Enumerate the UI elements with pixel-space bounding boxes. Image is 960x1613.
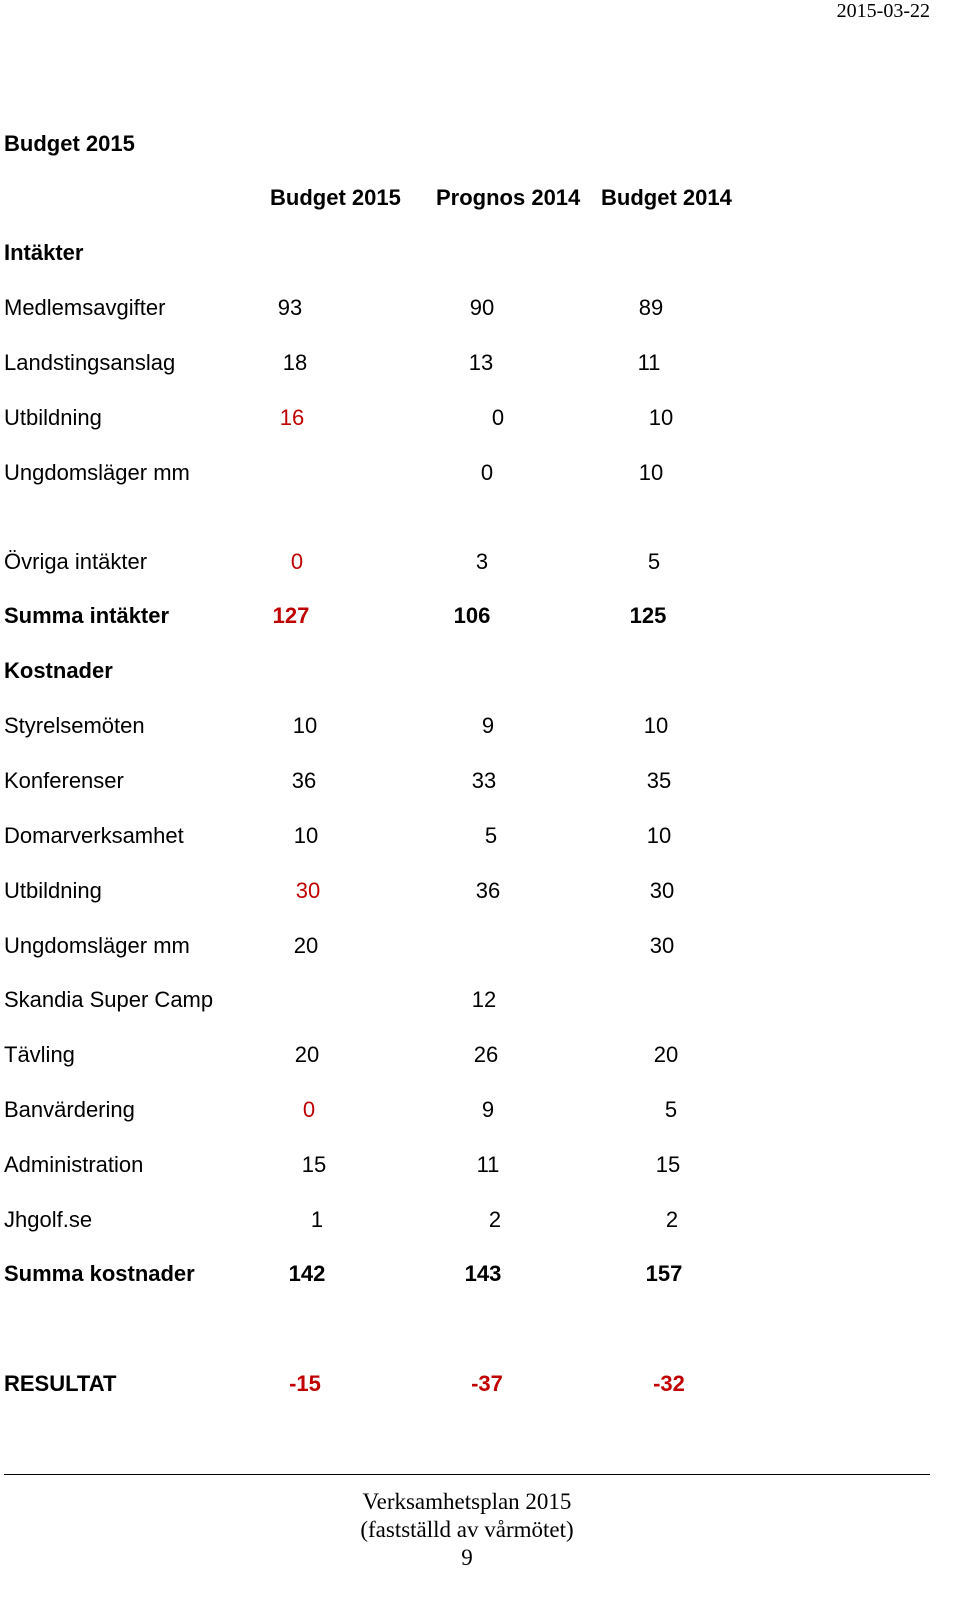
row-label: Övriga intäkter <box>4 549 148 574</box>
value-budget-2014: 30 <box>649 878 675 903</box>
table-row <box>4 768 934 798</box>
row-label: Ungdomsläger mm <box>4 460 190 485</box>
income-total-row <box>4 603 934 633</box>
value-budget-2014: 15 <box>655 1152 681 1177</box>
row-label: Domarverksamhet <box>4 823 184 848</box>
value-budget-2014: 30 <box>649 933 675 958</box>
value-budget-2015: 127 <box>272 603 310 628</box>
value-prognos-2014: 13 <box>468 350 494 375</box>
value-budget-2014: 125 <box>629 603 667 628</box>
value-prognos-2014: 12 <box>471 987 497 1012</box>
value-prognos-2014: 11 <box>476 1152 500 1177</box>
value-budget-2014: -32 <box>653 1371 685 1396</box>
table-row <box>4 1097 934 1127</box>
cost-total-row <box>4 1261 934 1291</box>
value-budget-2015: 0 <box>302 1097 316 1122</box>
row-label: Skandia Super Camp <box>4 987 214 1012</box>
row-label: Jhgolf.se <box>4 1207 93 1232</box>
page-number: 9 <box>461 1545 473 1570</box>
budget-title: Budget 2015 <box>4 131 135 156</box>
table-row <box>4 1152 934 1182</box>
income-section-heading <box>4 240 934 270</box>
document-date: 2015-03-22 <box>836 0 930 22</box>
row-label: Ungdomsläger mm <box>4 933 190 958</box>
row-label: Medlemsavgifter <box>4 295 166 320</box>
table-row <box>4 987 934 1017</box>
column-header-budget-2015: Budget 2015 <box>270 185 401 210</box>
row-label: Administration <box>4 1152 144 1177</box>
row-label: Utbildning <box>4 405 102 430</box>
footer-subtitle: (fastställd av vårmötet) <box>360 1517 574 1542</box>
table-row <box>4 933 934 963</box>
value-prognos-2014: 3 <box>475 549 489 574</box>
column-header-budget-2014: Budget 2014 <box>601 185 732 210</box>
value-budget-2014: 5 <box>664 1097 678 1122</box>
value-budget-2015: 1 <box>310 1207 324 1232</box>
value-budget-2015: 10 <box>293 823 319 848</box>
costs-heading-label: Kostnader <box>4 658 113 683</box>
footer-divider <box>4 1474 930 1475</box>
value-prognos-2014: 33 <box>471 768 497 793</box>
value-budget-2014: 2 <box>665 1207 679 1232</box>
table-row <box>4 295 934 325</box>
value-budget-2015: 20 <box>294 1042 320 1067</box>
costs-section-heading <box>4 658 934 688</box>
table-row <box>4 350 934 380</box>
row-label: Utbildning <box>4 878 102 903</box>
value-budget-2015: -15 <box>289 1371 321 1396</box>
value-budget-2014: 5 <box>647 549 661 574</box>
value-budget-2014: 89 <box>638 295 664 320</box>
value-prognos-2014: 2 <box>488 1207 502 1232</box>
value-budget-2014: 10 <box>638 460 664 485</box>
value-budget-2014: 10 <box>648 405 674 430</box>
value-budget-2015: 0 <box>290 549 304 574</box>
row-label: Styrelsemöten <box>4 713 145 738</box>
value-budget-2014: 11 <box>637 350 661 375</box>
value-budget-2014: 10 <box>643 713 669 738</box>
value-prognos-2014: 90 <box>469 295 495 320</box>
value-budget-2015: 20 <box>293 933 319 958</box>
table-row <box>4 713 934 743</box>
value-budget-2015: 142 <box>288 1261 326 1286</box>
value-prognos-2014: -37 <box>471 1371 503 1396</box>
footer-title: Verksamhetsplan 2015 <box>362 1489 572 1514</box>
income-heading-label: Intäkter <box>4 240 84 265</box>
value-prognos-2014: 9 <box>481 713 495 738</box>
row-label: Konferenser <box>4 768 124 793</box>
row-label: Summa intäkter <box>4 603 170 628</box>
value-prognos-2014: 0 <box>480 460 494 485</box>
value-budget-2014: 10 <box>646 823 672 848</box>
table-row <box>4 1042 934 1072</box>
column-header-prognos-2014: Prognos 2014 <box>436 185 581 210</box>
value-budget-2015: 10 <box>292 713 318 738</box>
value-budget-2015: 16 <box>279 405 305 430</box>
value-prognos-2014: 26 <box>473 1042 499 1067</box>
result-row <box>4 1371 934 1401</box>
row-label: Tävling <box>4 1042 75 1067</box>
value-prognos-2014: 106 <box>453 603 491 628</box>
row-label: Summa kostnader <box>4 1261 195 1286</box>
table-row <box>4 460 934 490</box>
table-row <box>4 878 934 908</box>
table-row <box>4 823 934 853</box>
value-prognos-2014: 9 <box>481 1097 495 1122</box>
value-budget-2015: 93 <box>277 295 303 320</box>
row-label: RESULTAT <box>4 1371 117 1396</box>
value-budget-2015: 18 <box>282 350 308 375</box>
value-prognos-2014: 5 <box>484 823 498 848</box>
table-row <box>4 549 934 579</box>
value-budget-2015: 30 <box>295 878 321 903</box>
value-budget-2015: 36 <box>291 768 317 793</box>
value-prognos-2014: 36 <box>475 878 501 903</box>
table-row <box>4 405 934 435</box>
value-budget-2014: 157 <box>645 1261 683 1286</box>
value-budget-2014: 20 <box>653 1042 679 1067</box>
row-label: Banvärdering <box>4 1097 135 1122</box>
table-row <box>4 1207 934 1237</box>
row-label: Landstingsanslag <box>4 350 176 375</box>
value-budget-2014: 35 <box>646 768 672 793</box>
value-budget-2015: 15 <box>301 1152 327 1177</box>
value-prognos-2014: 143 <box>464 1261 502 1286</box>
value-prognos-2014: 0 <box>491 405 505 430</box>
